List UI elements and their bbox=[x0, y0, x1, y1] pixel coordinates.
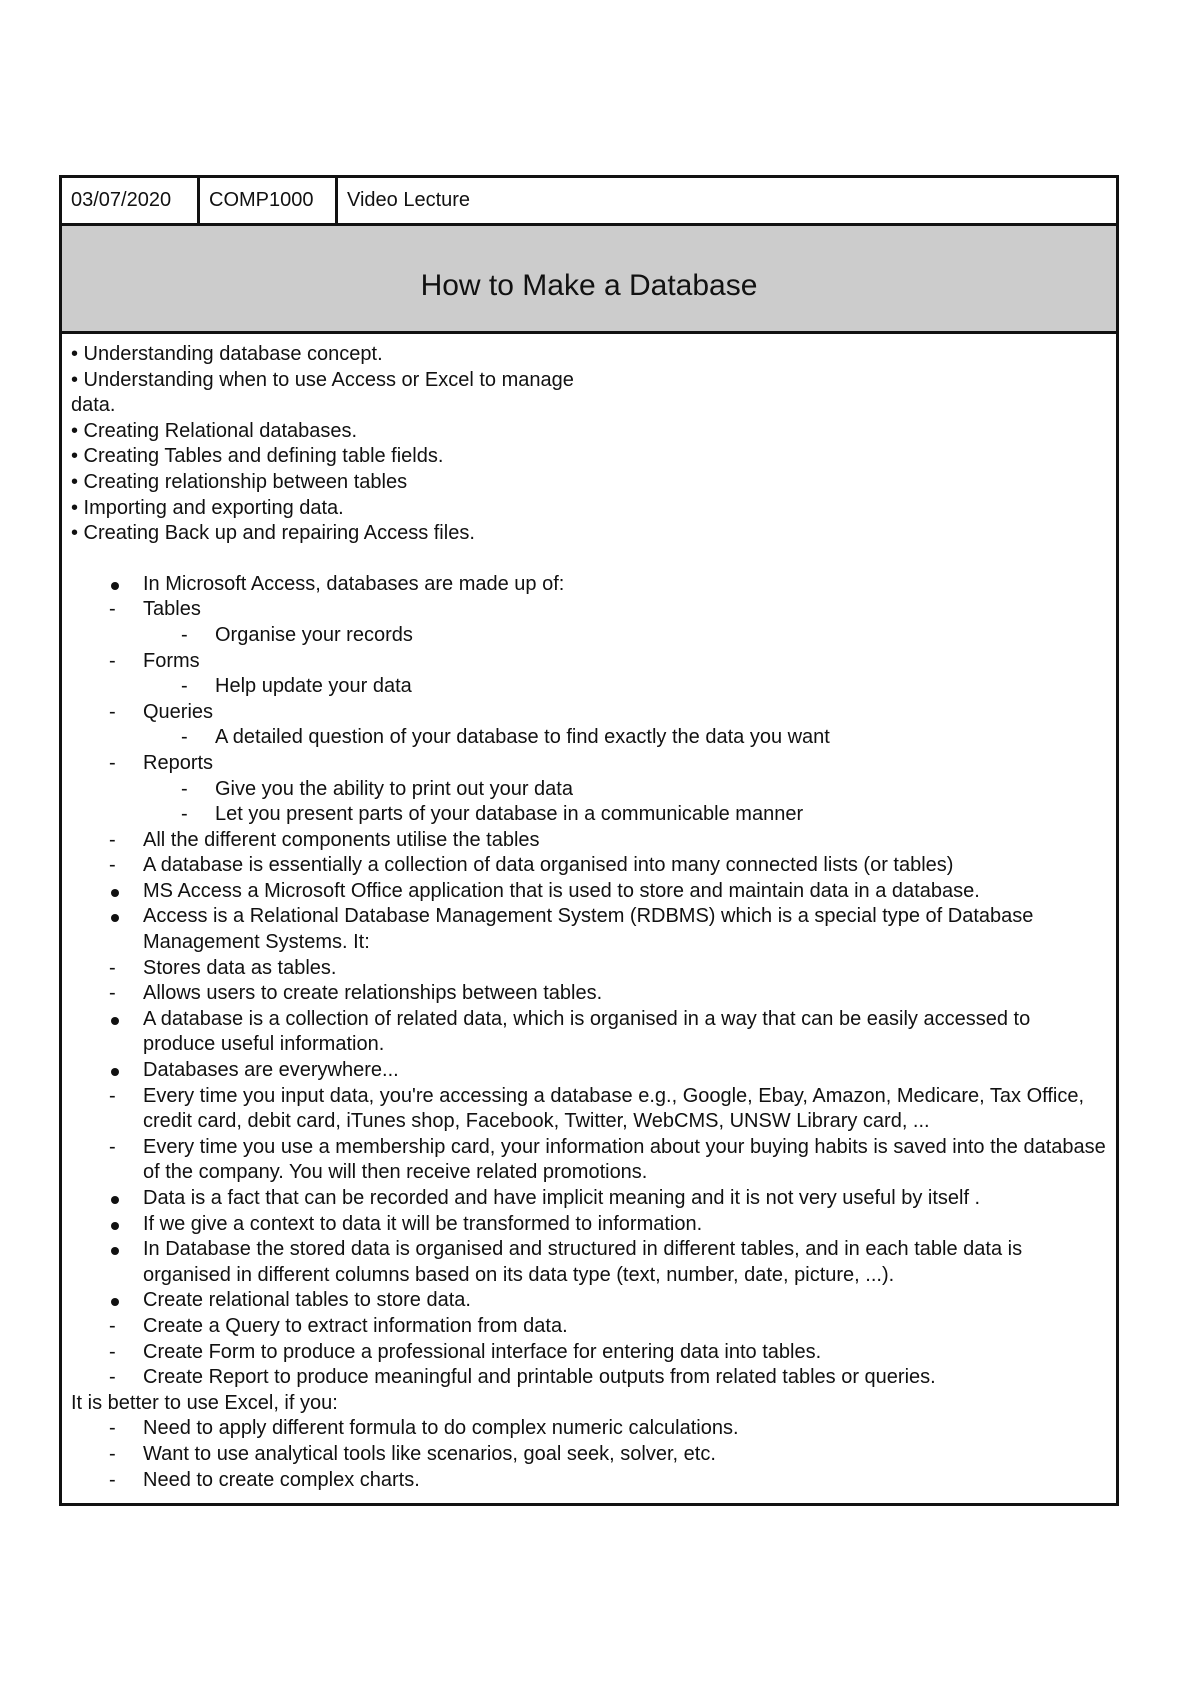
page-title: How to Make a Database bbox=[420, 268, 758, 302]
dash-icon bbox=[143, 802, 215, 828]
bullet-dot-icon bbox=[71, 572, 143, 598]
dash-icon bbox=[71, 1135, 143, 1186]
bullet-item: Data is a fact that can be recorded and have implicit meaning and it is not very useful by itself . bbox=[71, 1186, 1108, 1212]
dash-item: - Create Report to produce meaningful and printable outputs from related tables or queries. bbox=[71, 1365, 1108, 1391]
lecture-notes-sheet bbox=[59, 175, 1119, 1506]
objective-line: • Creating relationship between tables bbox=[71, 470, 408, 493]
bullet-item: A database is a collection of related data, which is organised in a way that can be easily accessed to produce useful information. bbox=[71, 1007, 1108, 1058]
bullet-dot-icon bbox=[71, 1288, 143, 1314]
dash-icon bbox=[71, 1340, 143, 1366]
header-meta-row bbox=[62, 178, 1116, 226]
dash-item: - Allows users to create relationships between tables. bbox=[71, 981, 1108, 1007]
dash-item: - Create Form to produce a professional interface for entering data into tables. bbox=[71, 1340, 1108, 1366]
objective-line: • Creating Relational databases. bbox=[71, 419, 358, 442]
objective-line: • Creating Back up and repairing Access files. bbox=[71, 522, 475, 545]
sub-dash-item: - Help update your data bbox=[71, 674, 1108, 700]
objective-line: • Understanding when to use Access or Excel to manage bbox=[71, 368, 574, 391]
dash-icon bbox=[143, 777, 215, 803]
objective-line: • Understanding database concept. bbox=[71, 343, 383, 365]
dash-icon bbox=[71, 1084, 143, 1135]
bullet-dot-icon bbox=[71, 1058, 143, 1084]
bullet-item: If we give a context to data it will be transformed to information. bbox=[71, 1212, 1108, 1238]
dash-icon bbox=[71, 1314, 143, 1340]
dash-icon bbox=[71, 1442, 143, 1468]
bullet-item: In Database the stored data is organised and structured in different tables, and in each table data is organised in different columns based on its data type (text, number, date, picture, ...). bbox=[71, 1237, 1108, 1288]
bullet-item: Create relational tables to store data. bbox=[71, 1288, 1108, 1314]
dash-item: - Every time you use a membership card, your information about your buying habits is saved into the database of the company. You will then receive related promotions. bbox=[71, 1135, 1108, 1186]
dash-icon bbox=[71, 1365, 143, 1391]
objective-line: • Creating Tables and defining table fields. bbox=[71, 445, 444, 468]
bullet-dot-icon bbox=[71, 1237, 143, 1288]
bullet-dot-icon bbox=[71, 904, 143, 955]
bullet-item: Databases are everywhere... bbox=[71, 1058, 1108, 1084]
dash-item: - Need to apply different formula to do complex numeric calculations. bbox=[71, 1416, 1108, 1442]
dash-item: - Reports bbox=[71, 751, 1108, 777]
dash-item: - Want to use analytical tools like scenarios, goal seek, solver, etc. bbox=[71, 1442, 1108, 1468]
dash-item: - A database is essentially a collection of data organised into many connected lists (or tables) bbox=[71, 853, 1108, 879]
dash-icon bbox=[71, 853, 143, 879]
dash-icon bbox=[71, 981, 143, 1007]
dash-icon bbox=[71, 1416, 143, 1442]
course-code-cell: COMP1000 bbox=[200, 178, 338, 223]
objective-line: • Importing and exporting data. bbox=[71, 496, 344, 519]
dash-icon bbox=[71, 700, 143, 726]
sub-dash-item: - Organise your records bbox=[71, 623, 1108, 649]
dash-item: - Create a Query to extract information from data. bbox=[71, 1314, 1108, 1340]
dash-icon bbox=[71, 956, 143, 982]
lecture-type-cell: Video Lecture bbox=[347, 189, 471, 211]
dash-icon bbox=[143, 623, 215, 649]
title-band bbox=[62, 226, 1116, 334]
dash-icon bbox=[71, 751, 143, 777]
dash-icon bbox=[71, 649, 143, 675]
dash-item: - Every time you input data, you're accessing a database e.g., Google, Ebay, Amazon, Medicare, Tax Office, credit card, debit card, iTunes shop, Facebook, Twitter, WebCMS, UNSW Library card, ... bbox=[71, 1084, 1108, 1135]
bullet-item: Access is a Relational Database Management System (RDBMS) which is a special type of Database Management Systems. It: bbox=[71, 904, 1108, 955]
dash-item: - Queries bbox=[71, 700, 1108, 726]
dash-item: - Need to create complex charts. bbox=[71, 1468, 1108, 1494]
bullet-item: MS Access a Microsoft Office application that is used to store and maintain data in a database. bbox=[71, 879, 1108, 905]
sub-dash-item: - Let you present parts of your database in a communicable manner bbox=[71, 802, 1108, 828]
bullet-dot-icon bbox=[71, 1212, 143, 1238]
dash-item: - All the different components utilise the tables bbox=[71, 828, 1108, 854]
dash-item: - Tables bbox=[71, 597, 1108, 623]
notes-body bbox=[62, 334, 1116, 1503]
dash-icon bbox=[71, 828, 143, 854]
dash-icon bbox=[143, 674, 215, 700]
spacer bbox=[71, 547, 1108, 572]
excel-intro: It is better to use Excel, if you: bbox=[71, 1391, 338, 1414]
sub-dash-item: - A detailed question of your database to find exactly the data you want bbox=[71, 725, 1108, 751]
objective-line: data. bbox=[71, 394, 116, 417]
dash-icon bbox=[71, 597, 143, 623]
bullet-dot-icon bbox=[71, 1007, 143, 1058]
bullet-dot-icon bbox=[71, 879, 143, 905]
dash-icon bbox=[143, 725, 215, 751]
date-cell: 03/07/2020 bbox=[62, 178, 200, 223]
bullet-item: In Microsoft Access, databases are made up of: bbox=[71, 572, 1108, 598]
sub-dash-item: - Give you the ability to print out your data bbox=[71, 777, 1108, 803]
dash-item: - Stores data as tables. bbox=[71, 956, 1108, 982]
bullet-dot-icon bbox=[71, 1186, 143, 1212]
dash-item: - Forms bbox=[71, 649, 1108, 675]
dash-icon bbox=[71, 1468, 143, 1494]
